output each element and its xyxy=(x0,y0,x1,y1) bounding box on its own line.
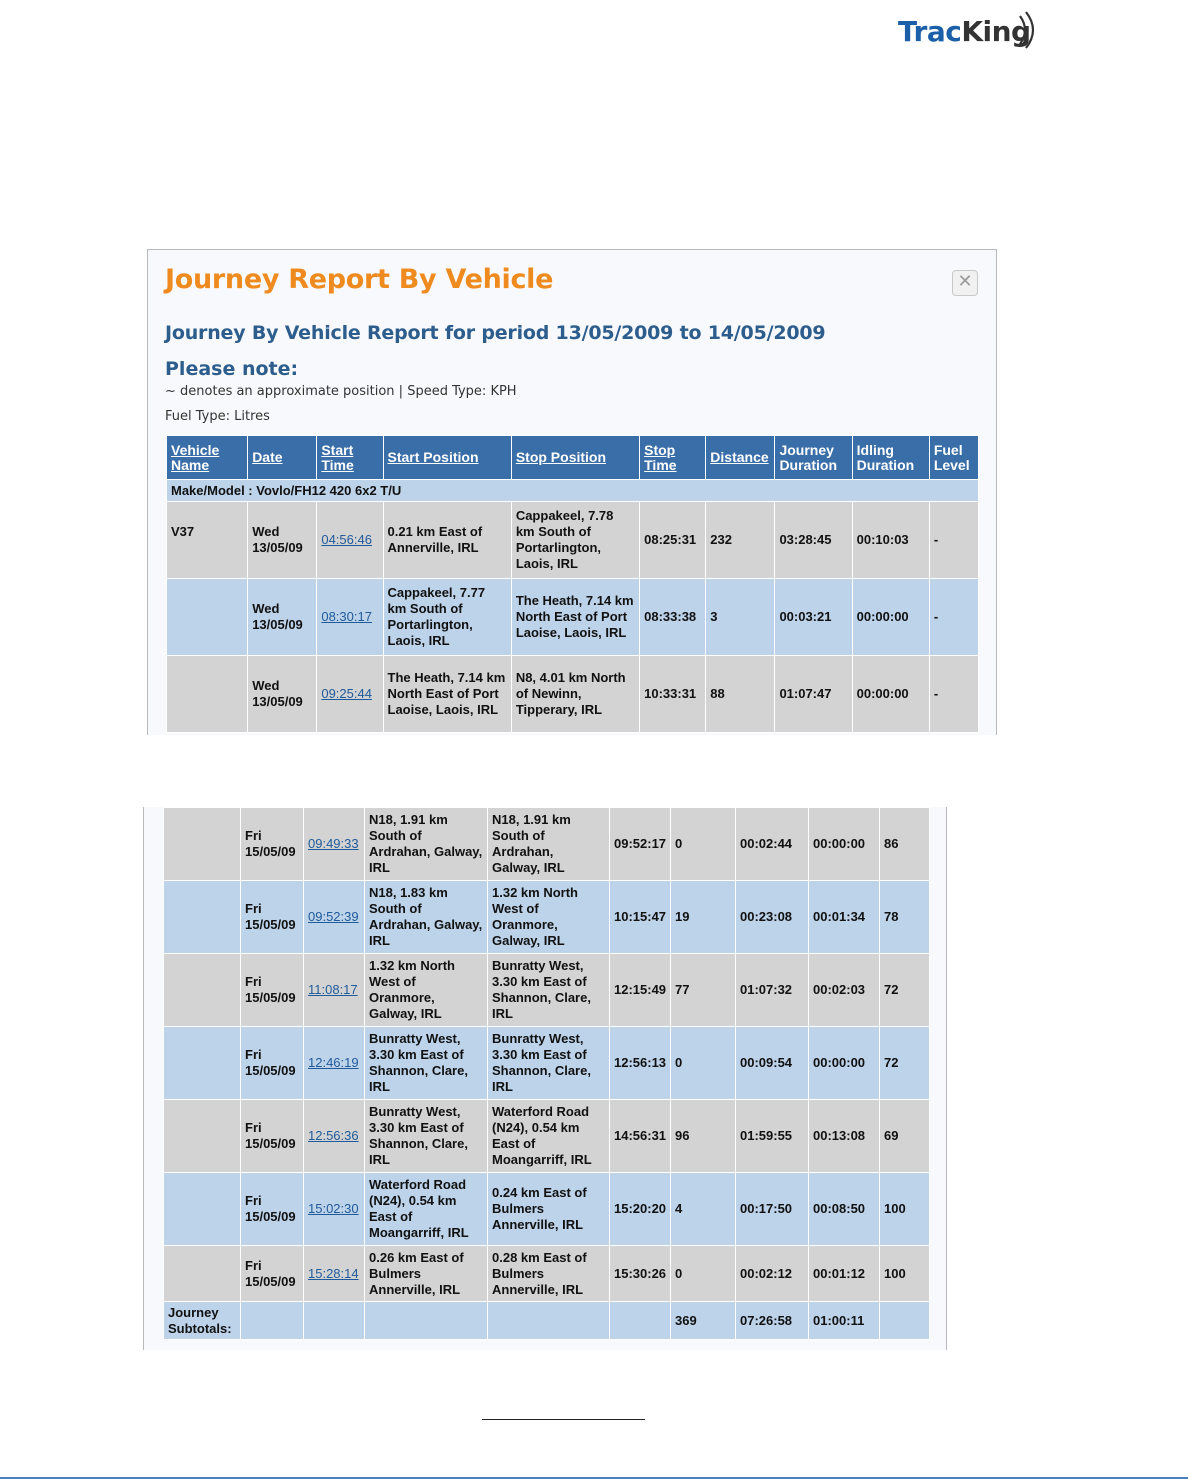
table-row xyxy=(164,1100,930,1173)
cell-date: Wed 13/05/09 xyxy=(248,579,317,656)
note-heading: Please note: xyxy=(165,358,299,380)
cell-stop-time: 10:15:47 xyxy=(610,881,671,954)
cell-stop-time: 15:30:26 xyxy=(610,1246,671,1302)
cell-journey-duration: 00:09:54 xyxy=(736,1027,809,1100)
table-row xyxy=(164,1173,930,1246)
cell-stop-position: N8, 4.01 km North of Newinn, Tipperary, IRL xyxy=(511,656,639,733)
cell-vehicle xyxy=(164,808,241,881)
start-time-link[interactable]: 09:25:44 xyxy=(321,686,372,701)
cell-stop-time: 12:15:49 xyxy=(610,954,671,1027)
cell-idling-duration: 00:00:00 xyxy=(809,808,880,881)
cell-idling-duration: 00:01:12 xyxy=(809,1246,880,1302)
report-dialog xyxy=(147,249,997,735)
report-heading: Journey By Vehicle Report for period 13/05/2009 to 14/05/2009 xyxy=(165,322,826,344)
header-start-position[interactable]: Start Position xyxy=(383,436,511,480)
cell-stop-position: 1.32 km North West of Oranmore, Galway, IRL xyxy=(488,881,610,954)
cell-date: Fri 15/05/09 xyxy=(241,954,304,1027)
table-row xyxy=(164,808,930,881)
cell-distance: 4 xyxy=(671,1173,736,1246)
cell-distance: 0 xyxy=(671,1246,736,1302)
start-time-link[interactable]: 15:02:30 xyxy=(308,1201,359,1216)
make-model-row xyxy=(167,480,979,502)
table-row xyxy=(167,579,979,656)
header-distance[interactable]: Distance xyxy=(706,436,775,480)
cell-distance: 88 xyxy=(706,656,775,733)
note-approx-speed: ~ denotes an approximate position | Speed Type: KPH xyxy=(165,384,517,399)
note-fuel-type: Fuel Type: Litres xyxy=(165,409,270,424)
cell-journey-duration: 01:07:32 xyxy=(736,954,809,1027)
cell-stop-time: 14:56:31 xyxy=(610,1100,671,1173)
cell-journey-duration: 01:59:55 xyxy=(736,1100,809,1173)
cell-journey-duration: 00:03:21 xyxy=(775,579,852,656)
cell-start-time xyxy=(304,1027,365,1100)
cell-stop-time: 09:52:17 xyxy=(610,808,671,881)
cell-vehicle xyxy=(164,1100,241,1173)
cell-idling-duration: 00:00:00 xyxy=(852,579,929,656)
cell-fuel-level: - xyxy=(929,656,978,733)
cell-fuel-level: 100 xyxy=(880,1173,930,1246)
cell-fuel-level: 72 xyxy=(880,1027,930,1100)
cell-start-position: Waterford Road (N24), 0.54 km East of Moangarriff, IRL xyxy=(365,1173,488,1246)
cell-journey-duration: 00:02:12 xyxy=(736,1246,809,1302)
cell-journey-duration: 01:07:47 xyxy=(775,656,852,733)
header-vehicle-name[interactable]: Vehicle Name xyxy=(167,436,248,480)
cell-start-position: N18, 1.91 km South of Ardrahan, Galway, IRL xyxy=(365,808,488,881)
cell-stop-time: 08:25:31 xyxy=(640,502,706,579)
cell-idling-duration: 00:13:08 xyxy=(809,1100,880,1173)
cell-date: Fri 15/05/09 xyxy=(241,1100,304,1173)
cell-start-position: 0.21 km East of Annerville, IRL xyxy=(383,502,511,579)
cell-stop-position: 0.28 km East of Bulmers Annerville, IRL xyxy=(488,1246,610,1302)
header-date[interactable]: Date xyxy=(248,436,317,480)
cell-start-time xyxy=(304,954,365,1027)
cell-date: Wed 13/05/09 xyxy=(248,656,317,733)
table-row xyxy=(164,1246,930,1302)
cell-fuel-level: 100 xyxy=(880,1246,930,1302)
subtotal-distance: 369 xyxy=(671,1302,736,1340)
header-start-time[interactable]: Start Time xyxy=(317,436,383,480)
cell-start-time xyxy=(317,579,383,656)
cell-fuel-level: 86 xyxy=(880,808,930,881)
cell-start-position: Cappakeel, 7.77 km South of Portarlington, Laois, IRL xyxy=(383,579,511,656)
cell-start-position: Bunratty West, 3.30 km East of Shannon, Clare, IRL xyxy=(365,1027,488,1100)
cell-distance: 0 xyxy=(671,808,736,881)
journey-table xyxy=(166,435,979,733)
cell-vehicle xyxy=(164,881,241,954)
header-stop-time[interactable]: Stop Time xyxy=(640,436,706,480)
cell-distance: 3 xyxy=(706,579,775,656)
cell-fuel-level: 78 xyxy=(880,881,930,954)
cell-stop-position: 0.24 km East of Bulmers Annerville, IRL xyxy=(488,1173,610,1246)
cell-start-position: N18, 1.83 km South of Ardrahan, Galway, IRL xyxy=(365,881,488,954)
tracking-logo xyxy=(898,10,1031,54)
dialog-title: Journey Report By Vehicle xyxy=(165,264,554,295)
close-button[interactable]: ✕ xyxy=(952,270,978,296)
cell-stop-position: Bunratty West, 3.30 km East of Shannon, Clare, IRL xyxy=(488,1027,610,1100)
cell-stop-position: Waterford Road (N24), 0.54 km East of Moangarriff, IRL xyxy=(488,1100,610,1173)
cell-date: Fri 15/05/09 xyxy=(241,808,304,881)
cell-distance: 77 xyxy=(671,954,736,1027)
start-time-link[interactable]: 12:46:19 xyxy=(308,1055,359,1070)
cell-idling-duration: 00:00:00 xyxy=(809,1027,880,1100)
cell-idling-duration: 00:08:50 xyxy=(809,1173,880,1246)
subtotal-row xyxy=(164,1302,930,1340)
cell-stop-time: 10:33:31 xyxy=(640,656,706,733)
cell-start-time xyxy=(304,808,365,881)
cell-start-time xyxy=(304,1173,365,1246)
make-model-label: Make/Model : Vovlo/FH12 420 6x2 T/U xyxy=(167,480,979,502)
subtotal-journey-duration: 07:26:58 xyxy=(736,1302,809,1340)
header-fuel-level: Fuel Level xyxy=(929,436,978,480)
cell-start-time xyxy=(304,1246,365,1302)
cell-vehicle xyxy=(164,954,241,1027)
cell-vehicle xyxy=(164,1027,241,1100)
cell-vehicle xyxy=(164,1173,241,1246)
header-idling-duration: Idling Duration xyxy=(852,436,929,480)
start-time-link[interactable]: 11:08:17 xyxy=(308,982,358,997)
table-row xyxy=(164,954,930,1027)
cell-start-position: 0.26 km East of Bulmers Annerville, IRL xyxy=(365,1246,488,1302)
cell-date: Wed 13/05/09 xyxy=(248,502,317,579)
cell-distance: 19 xyxy=(671,881,736,954)
cell-stop-time: 12:56:13 xyxy=(610,1027,671,1100)
start-time-link[interactable]: 12:56:36 xyxy=(308,1128,359,1143)
cell-idling-duration: 00:00:00 xyxy=(852,656,929,733)
cell-journey-duration: 00:23:08 xyxy=(736,881,809,954)
start-time-link[interactable]: 15:28:14 xyxy=(308,1265,359,1281)
cell-journey-duration: 00:02:44 xyxy=(736,808,809,881)
cell-stop-position: Cappakeel, 7.78 km South of Portarlington, Laois, IRL xyxy=(511,502,639,579)
cell-stop-position: N18, 1.91 km South of Ardrahan, Galway, IRL xyxy=(488,808,610,881)
cell-stop-time: 08:33:38 xyxy=(640,579,706,656)
cell-idling-duration: 00:02:03 xyxy=(809,954,880,1027)
cell-start-position: The Heath, 7.14 km North East of Port Laoise, Laois, IRL xyxy=(383,656,511,733)
cell-fuel-level: 72 xyxy=(880,954,930,1027)
cell-vehicle xyxy=(167,656,248,733)
cell-start-time xyxy=(304,881,365,954)
header-journey-duration: Journey Duration xyxy=(775,436,852,480)
subtotal-label: Journey Subtotals: xyxy=(164,1302,241,1340)
cell-start-time xyxy=(317,502,383,579)
cell-distance: 0 xyxy=(671,1027,736,1100)
start-time-link[interactable]: 04:56:46 xyxy=(321,532,372,547)
cell-date: Fri 15/05/09 xyxy=(241,1246,304,1302)
logo-text: TracKing xyxy=(898,15,1031,48)
cell-fuel-level: - xyxy=(929,502,978,579)
cell-fuel-level: - xyxy=(929,579,978,656)
table-row xyxy=(164,1027,930,1100)
cell-fuel-level: 69 xyxy=(880,1100,930,1173)
cell-start-position: 1.32 km North West of Oranmore, Galway, IRL xyxy=(365,954,488,1027)
cell-stop-time: 15:20:20 xyxy=(610,1173,671,1246)
cell-date: Fri 15/05/09 xyxy=(241,1027,304,1100)
footer-underline xyxy=(482,1419,645,1420)
cell-start-time xyxy=(304,1100,365,1173)
cell-distance: 96 xyxy=(671,1100,736,1173)
cell-vehicle xyxy=(167,579,248,656)
cell-vehicle: V37 xyxy=(167,502,248,579)
cell-start-position: Bunratty West, 3.30 km East of Shannon, Clare, IRL xyxy=(365,1100,488,1173)
start-time-link[interactable]: 09:52:39 xyxy=(308,909,359,924)
cell-date: Fri 15/05/09 xyxy=(241,1173,304,1246)
journey-table-continued xyxy=(163,807,930,1340)
cell-stop-position: Bunratty West, 3.30 km East of Shannon, Clare, IRL xyxy=(488,954,610,1027)
table-header-row xyxy=(167,436,979,480)
cell-journey-duration: 00:17:50 xyxy=(736,1173,809,1246)
table-row xyxy=(167,502,979,579)
cell-start-time xyxy=(317,656,383,733)
report-table-continuation xyxy=(143,807,947,1350)
cell-stop-position: The Heath, 7.14 km North East of Port Laoise, Laois, IRL xyxy=(511,579,639,656)
header-stop-position[interactable]: Stop Position xyxy=(511,436,639,480)
cell-vehicle xyxy=(164,1246,241,1302)
page-bottom-rule xyxy=(0,1477,1188,1479)
cell-journey-duration: 03:28:45 xyxy=(775,502,852,579)
start-time-link[interactable]: 08:30:17 xyxy=(321,609,372,624)
cell-date: Fri 15/05/09 xyxy=(241,881,304,954)
cell-idling-duration: 00:01:34 xyxy=(809,881,880,954)
cell-distance: 232 xyxy=(706,502,775,579)
start-time-link[interactable]: 09:49:33 xyxy=(308,836,359,851)
signal-waves-icon xyxy=(1016,10,1046,50)
table-row xyxy=(167,656,979,733)
subtotal-idling-duration: 01:00:11 xyxy=(809,1302,880,1340)
table-row xyxy=(164,881,930,954)
cell-idling-duration: 00:10:03 xyxy=(852,502,929,579)
